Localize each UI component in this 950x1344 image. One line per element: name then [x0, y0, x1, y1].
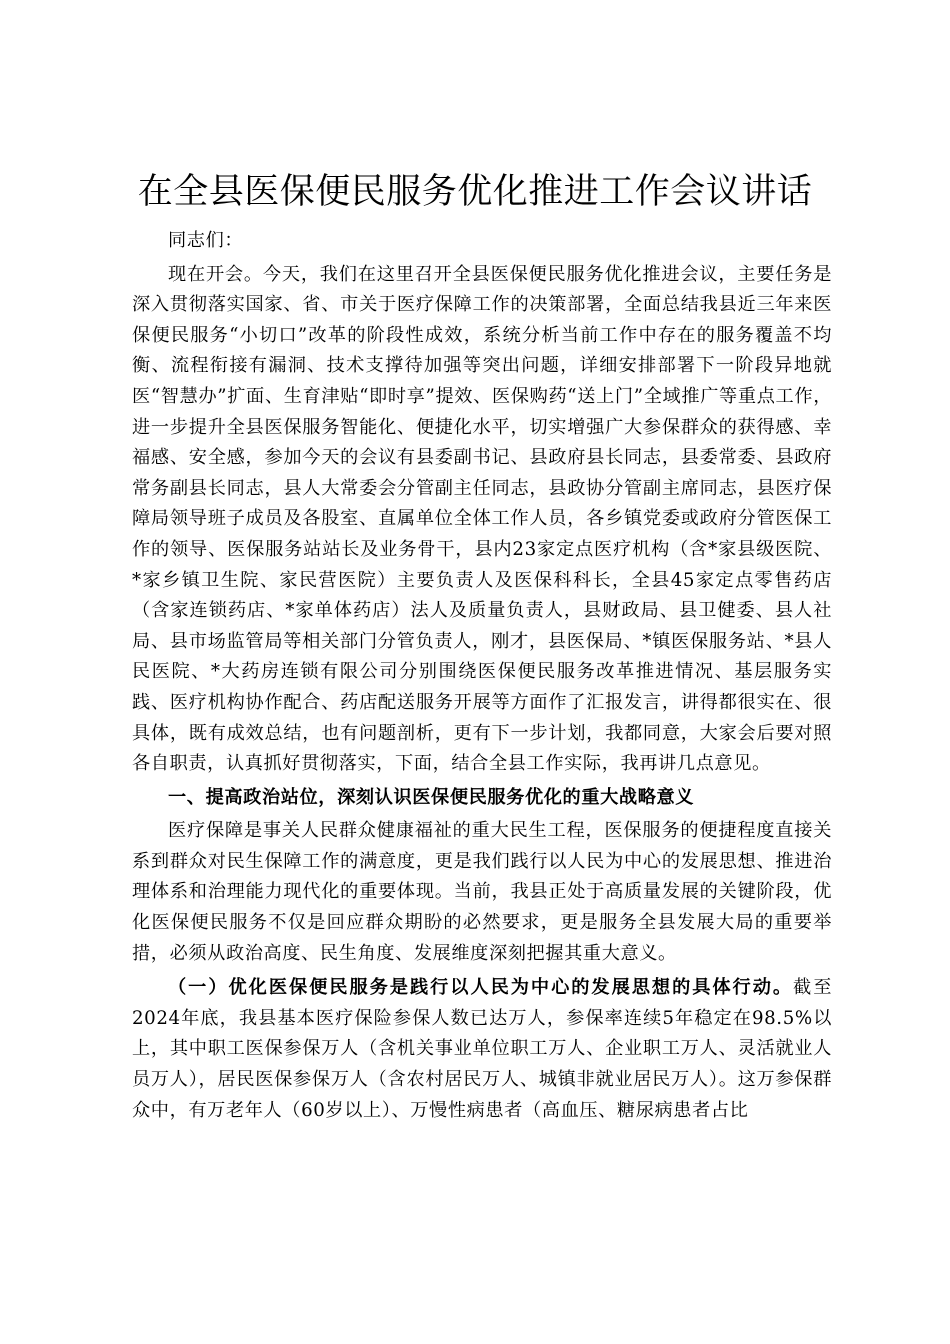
subsection-1-heading: （一）优化医保便民服务是践行以人民为中心的发展思想的具体行动。	[168, 977, 794, 999]
subsection-1-text: 截至2024年底，我县基本医疗保险参保人数已达万人，参保率连续5年稳定在98.5%以上，其中职工医保参保万人（含机关事业单位职工万人、企业职工万人、灵活就业人员万人），居民医保参保万人（含农村居民万人、城镇非就业居民万人）。这万参保群众中，有万老年人（60岁以上）、万慢性病患者（高血压、糖尿病患者占比	[132, 977, 832, 1121]
document-body	[132, 226, 832, 1126]
greeting: 同志们：	[168, 230, 244, 251]
section-1-paragraph: 医疗保障是事关人民群众健康福祉的重大民生工程，医保服务的便捷程度直接关系到群众对民生保障工作的满意度，更是我们践行以人民为中心的发展思想、推进治理体系和治理能力现代化的重要体现。当前，我县正处于高质量发展的关键阶段，优化医保便民服务不仅是回应群众期盼的必然要求，更是服务全县发展大局的重要举措，必须从政治高度、民生角度、发展维度深刻把握其重大意义。	[132, 820, 832, 964]
section-1-heading: 一、提高政治站位，深刻认识医保便民服务优化的重大战略意义	[168, 786, 695, 808]
document-title: 在全县医保便民服务优化推进工作会议讲话	[137, 172, 813, 212]
intro-paragraph: 现在开会。今天，我们在这里召开全县医保便民服务优化推进会议，主要任务是深入贯彻落实国家、省、市关于医疗保障工作的决策部署，全面总结我县近三年来医保便民服务“小切口”改革的阶段性成效，系统分析当前工作中存在的服务覆盖不均衡、流程衔接有漏洞、技术支撑待加强等突出问题，详细安排部署下一阶段异地就医“智慧办”扩面、生育津贴“即时享”提效、医保购药“送上门”全域推广等重点工作，进一步提升全县医保服务智能化、便捷化水平，切实增强广大参保群众的获得感、幸福感、安全感，参加今天的会议有县委副书记、县政府县长同志，县委常委、县政府常务副县长同志，县人大常委会分管副主任同志，县政协分管副主席同志，县医疗保障局领导班子成员及各股室、直属单位全体工作人员，各乡镇党委或政府分管医保工作的领导、医保服务站站长及业务骨干，县内23家定点医疗机构（含*家县级医院、*家乡镇卫生院、家民营医院）主要负责人及医保科科长，全县45家定点零售药店（含家连锁药店、*家单体药店）法人及质量负责人，县财政局、县卫健委、县人社局、县市场监管局等相关部门分管负责人，刚才，县医保局、*镇医保服务站、*县人民医院、*大药房连锁有限公司分别围绕医保便民服务改革推进情况、基层服务实践、医疗机构协作配合、药店配送服务开展等方面作了汇报发言，讲得都很实在、很具体，既有成效总结，也有问题剖析，更有下一步计划，我都同意，大家会后要对照各自职责，认真抓好贯彻落实，下面，结合全县工作实际，我再讲几点意见。	[132, 263, 832, 775]
subsection-1-paragraph	[132, 973, 832, 1126]
